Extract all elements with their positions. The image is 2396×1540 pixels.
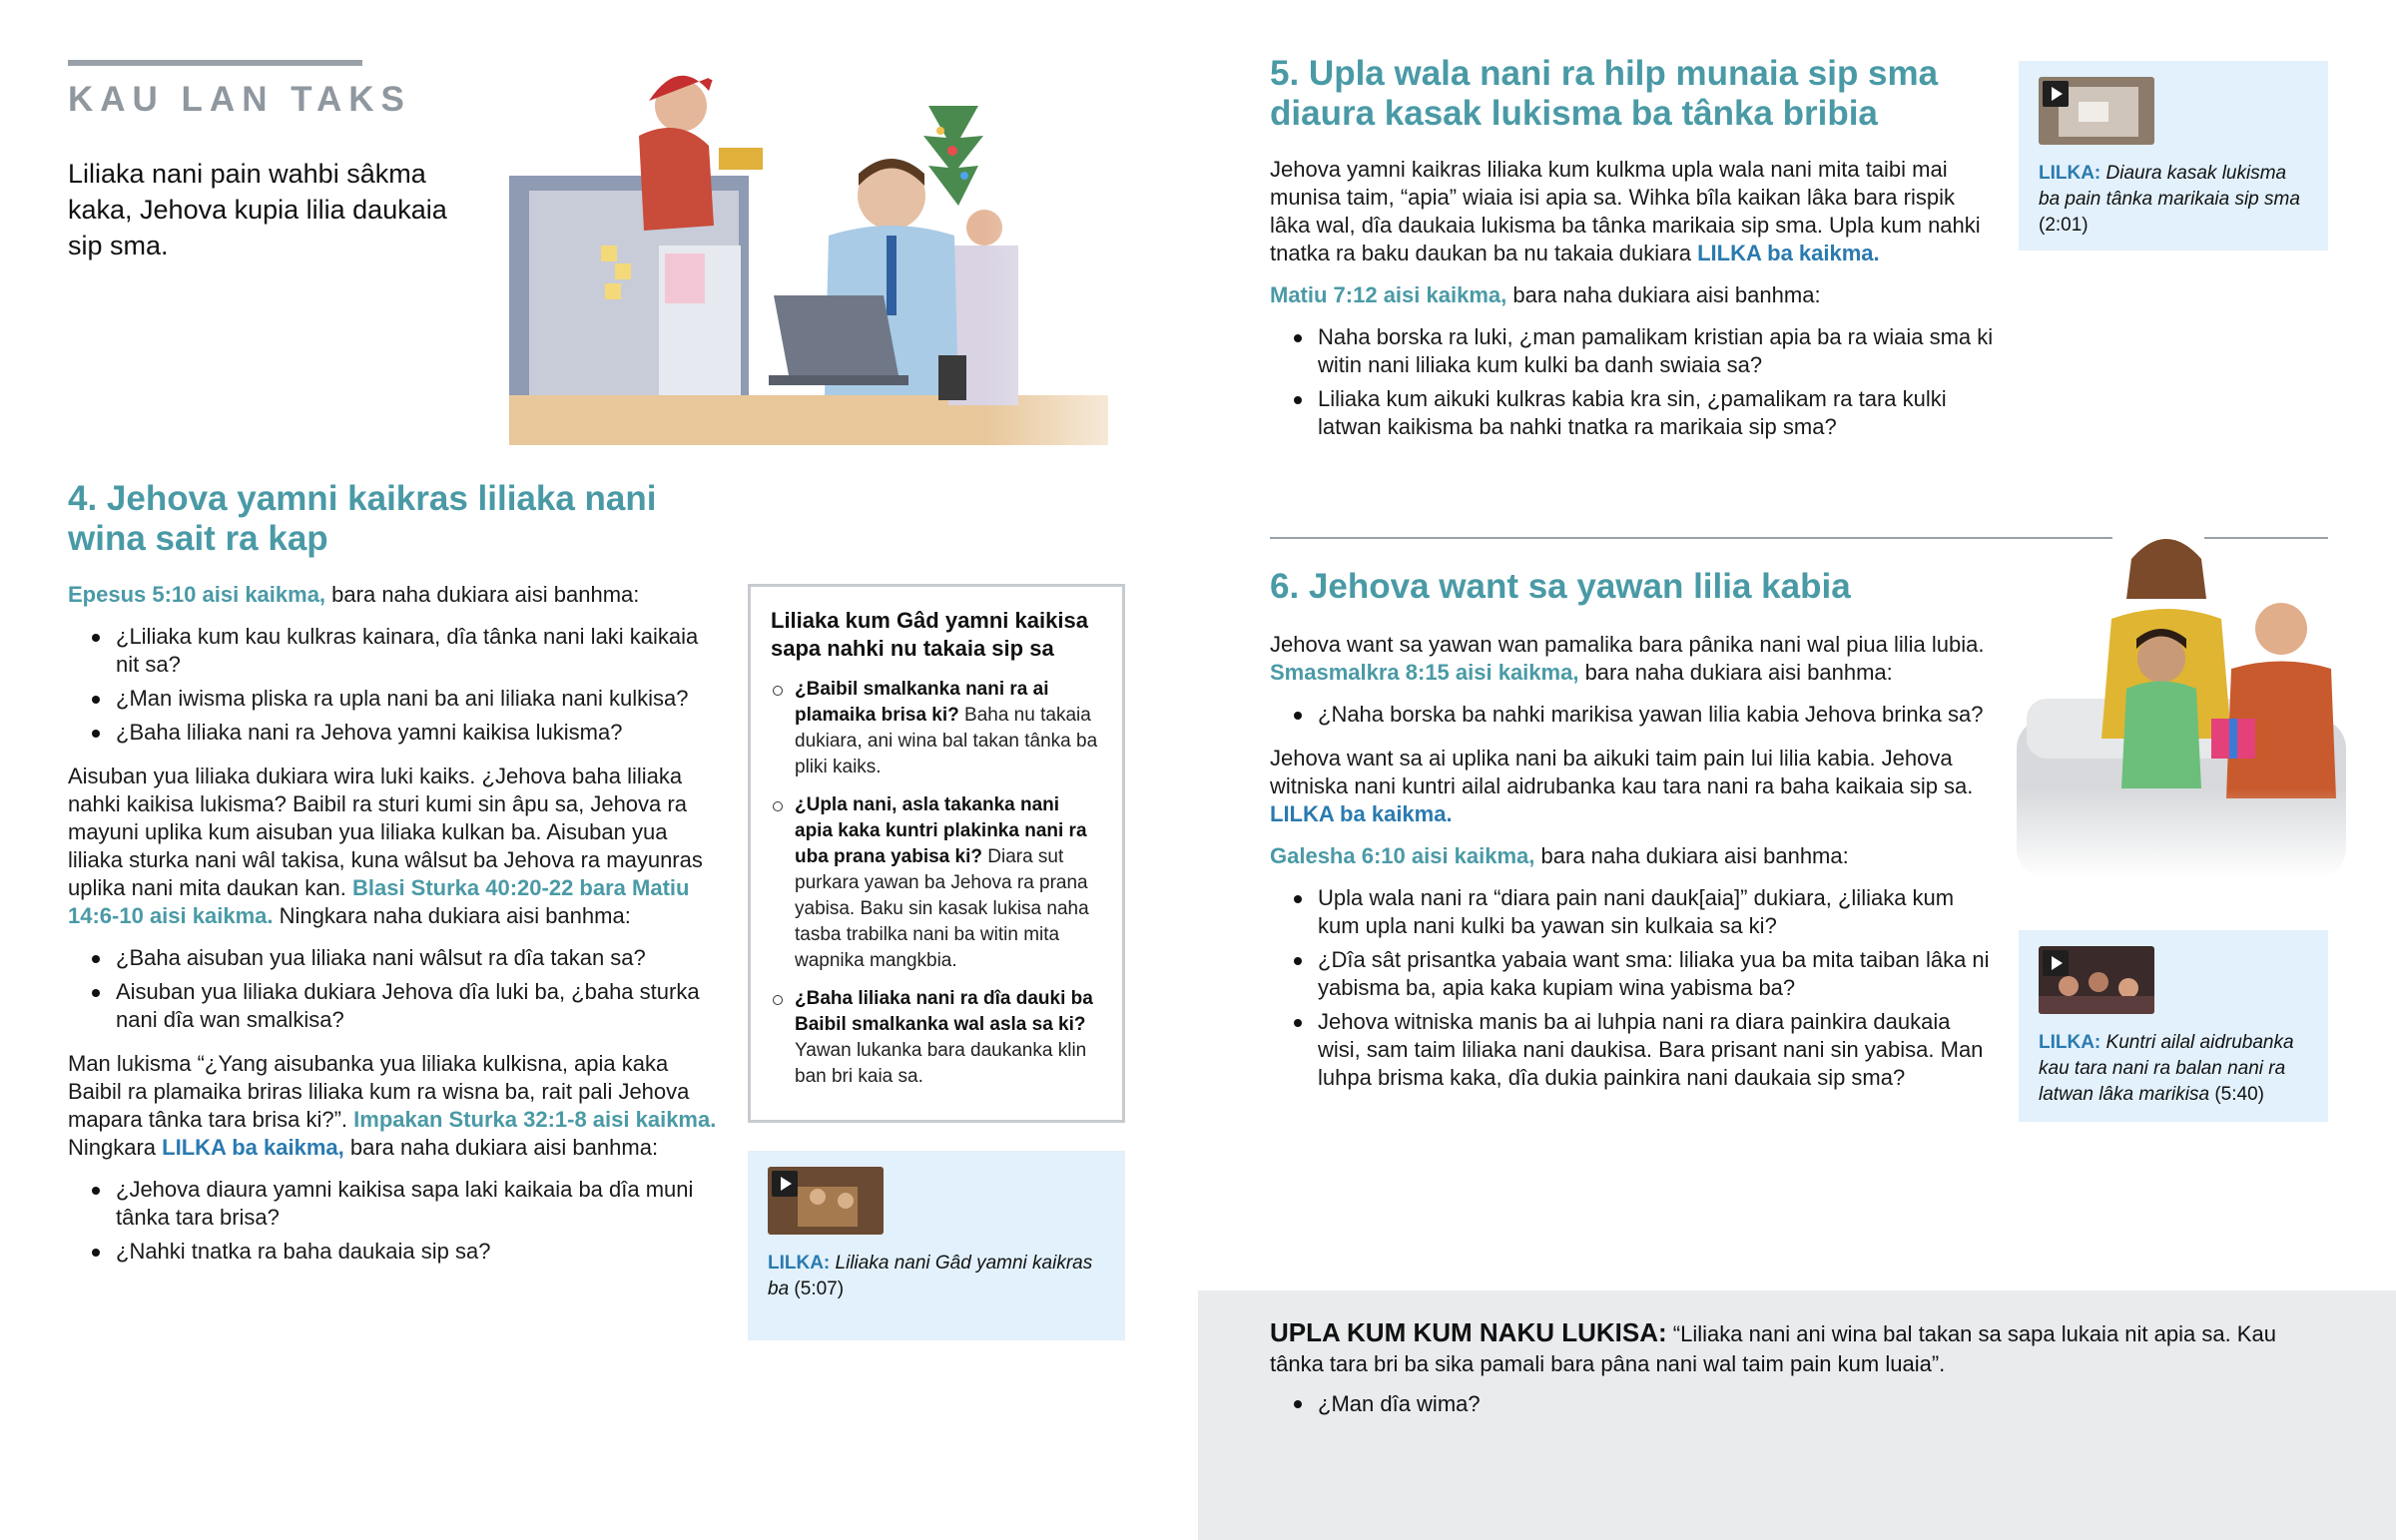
summary-quote: UPLA KUM KUM NAKU LUKISA: “Liliaka nani ani wina bal takan sa sapa lukaia nit apia sa. Kau tânka tara bri ba sika pamali bara pâna nani wal taim pain kum luaia”. <box>1270 1317 2276 1376</box>
section-5-heading: 5. Upla wala nani ra hilp munaia sip sma diaura kasak lukisma ba tânka bribia <box>1270 54 1939 133</box>
video-link[interactable]: LILKA ba kaikma. <box>1270 801 1453 826</box>
reading-instruction: Galesha 6:10 aisi kaikma, bara naha dukiara aisi banhma: <box>1270 843 1849 868</box>
office-party-illustration <box>509 56 1188 447</box>
paragraph: Man lukisma “¿Yang aisubanka yua liliaka kulkisna, apia kaka Baibil ra plamaika briras liliaka kum ra wisna ba, rait pali Jehova mapara tânka tara brisa ki?”. Impakan Sturka 32:1-8 aisi kaikma. Ningkara LILKA ba kaikma, bara naha dukiara aisi banhma: <box>68 1051 717 1160</box>
video-thumbnail[interactable] <box>2039 77 2154 145</box>
paragraph: Jehova yamni kaikras liliaka kum kulkma upla wala nani mita taibi mai munisa taim, “apia” wiaia isi apia sa. Wihka bîla kaikan lâka bara rispik lâka wal, dîa daukaia lukisma ba tânka marikaia sip sma. Upla kum nahki tnatka ra baku daukan ba nu takaia dukiara LILKA ba kaikma. <box>1270 157 1981 265</box>
sidebar-title: Liliaka kum Gâd yamni kaikisa sapa nahki nu takaia sip sa <box>771 608 1088 661</box>
paragraph: Jehova want sa yawan wan pamalika bara pânika nani wal piua lilia lubia. Smasmalkra 8:15 aisi kaikma, bara naha dukiara aisi banhma: <box>1270 632 1985 685</box>
scripture-reference-link[interactable]: Galesha 6:10 aisi kaikma, <box>1270 843 1535 868</box>
question-item: ¿Man iwisma pliska ra upla nani ba ani liliaka nani kulkisa? <box>68 685 717 713</box>
paragraph: Aisuban yua liliaka dukiara wira luki kaiks. ¿Jehova baha liliaka nahki kaikisa lukisma? Baibil ra sturi kumi sin âpu sa, Jehova ra mayuni uplika kum aisuban yua liliaka kulkan ba. Aisuban yua liliaka sturka nani wâl takisa, kuna wâlsut ba Jehova ra mayunras uplika nani mita daukan kan. Blasi Sturka 40:20-22 bara Matiu 14:6-10 aisi kaikma. Ningkara naha dukiara aisi banhma: <box>68 764 703 928</box>
kicker-rule <box>68 60 362 66</box>
section-4-heading: 4. Jehova yamni kaikras liliaka nani wina sait ra kap <box>68 479 657 558</box>
sidebar-item: ¿Upla nani, asla takanka nani apia kaka kuntri plakinka nani ra uba prana yabisa ki? Diara sut purkara yawan ba Jehova ra prana yabisa. Baku sin kasak lukisa naha tasba trabilka nani ba witin mita wapnika mangkbia. <box>771 792 1102 974</box>
scripture-reference-link[interactable]: Epesus 5:10 aisi kaikma, <box>68 582 326 607</box>
video-card-3[interactable] <box>2019 930 2328 1122</box>
section-6-body <box>1270 631 1999 1108</box>
question-item: Aisuban yua liliaka dukiara Jehova dîa luki ba, ¿baha sturka nani dîa wan smalkisa? <box>68 978 717 1034</box>
question-item: ¿Baha liliaka nani ra Jehova yamni kaikisa lukisma? <box>68 719 717 747</box>
intro-text: Liliaka nani pain wahbi sâkma kaka, Jehova kupia lilia daukaia sip sma. <box>68 159 447 260</box>
play-icon[interactable] <box>2043 81 2069 107</box>
video-card-1[interactable] <box>748 1151 1125 1340</box>
question-item: ¿Dîa sât prisantka yabaia want sma: liliaka yua ba mita taiban lâka ni yabisma ba, apia kaka kupiam wina yabisma ba? <box>1270 946 1999 1002</box>
video-thumbnail[interactable] <box>2039 946 2154 1014</box>
video-card-2[interactable] <box>2019 61 2328 251</box>
question-list <box>1270 1389 2278 1419</box>
question-item: ¿Jehova diaura yamni kaikisa sapa laki kaikaia ba dîa muni tânka tara brisa? <box>68 1176 717 1232</box>
family-gift-illustration <box>2017 519 2346 878</box>
paragraph: Jehova want sa ai uplika nani ba aikuki taim pain lui lilia kabia. Jehova witniska nani kuntri ailal aidrubanka kau tara nani ra baha kaikaia sip sa. LILKA ba kaikma. <box>1270 746 1974 826</box>
question-list <box>68 1176 717 1266</box>
summary-text <box>1270 1317 2278 1435</box>
play-icon[interactable] <box>2043 950 2069 976</box>
sidebar-item: ¿Baha liliaka nani ra dîa dauki ba Baibil smalkanka wal asla sa ki? Yawan lukanka bara daukanka klin ban bri kaia sa. <box>771 986 1102 1090</box>
summary-label: UPLA KUM KUM NAKU LUKISA: <box>1270 1317 1667 1347</box>
question-item: ¿Liliaka kum kau kulkras kainara, dîa tânka nani laki kaikaia nit sa? <box>68 623 717 679</box>
question-item: ¿Man dîa wima? <box>1270 1389 2278 1419</box>
section-5-body <box>1270 156 1999 457</box>
question-item: Jehova witniska manis ba ai luhpia nani ra diara painkira daukaia wisi, sam taim liliaka nani daukisa. Bara prisant nani sin yabisa. Man luhpa brisma kaka, dîa dukia painkira nani daukaia sip sma? <box>1270 1008 1999 1092</box>
question-list <box>68 944 717 1034</box>
section-4-body <box>68 581 717 1282</box>
video-caption: LILKA: Kuntri ailal aidrubanka kau tara nani ra balan nani ra latwan lâka marikisa (5:40) <box>2039 1032 2294 1105</box>
scripture-reference-link[interactable]: Impakan Sturka 32:1-8 aisi kaikma. <box>353 1107 717 1132</box>
question-item: ¿Baha aisuban yua liliaka nani wâlsut ra dîa takan sa? <box>68 944 717 972</box>
section-6-heading: 6. Jehova want sa yawan lilia kabia <box>1270 567 1851 606</box>
video-caption: LILKA: Liliaka nani Gâd yamni kaikras ba (5:07) <box>768 1253 1093 1299</box>
question-list <box>1270 323 1999 441</box>
reading-instruction: Epesus 5:10 aisi kaikma, bara naha dukiara aisi banhma: <box>68 582 640 607</box>
sidebar-list <box>771 677 1102 1090</box>
question-list <box>1270 884 1999 1092</box>
question-item: ¿Naha borska ba nahki marikisa yawan lilia kabia Jehova brinka sa? <box>1270 701 1999 729</box>
scripture-reference-link[interactable]: Blasi Sturka 40:20-22 bara Matiu 14:6-10 aisi kaikma. <box>68 875 690 928</box>
question-item: ¿Nahki tnatka ra baha daukaia sip sa? <box>68 1238 717 1266</box>
video-link[interactable]: LILKA ba kaikma, <box>162 1135 344 1160</box>
sidebar-item: ¿Baibil smalkanka nani ra ai plamaika brisa ki? Baha nu takaia dukiara, ani wina bal takan tânka ba pliki kaiks. <box>771 677 1102 780</box>
question-list <box>68 623 717 747</box>
kicker-title: KAU LAN TAKS <box>68 80 411 119</box>
question-item: Naha borska ra luki, ¿man pamalikam kristian apia ba ra wiaia sma ki witin nani liliaka kum kulki ba danh swiaia sa? <box>1270 323 1999 379</box>
video-thumbnail[interactable] <box>768 1167 884 1235</box>
video-link[interactable]: LILKA ba kaikma. <box>1697 241 1880 265</box>
scripture-reference-link[interactable]: Matiu 7:12 aisi kaikma, <box>1270 282 1507 307</box>
scripture-reference-link[interactable]: Smasmalkra 8:15 aisi kaikma, <box>1270 660 1579 685</box>
guidance-sidebar <box>748 584 1125 1123</box>
video-caption: LILKA: Diaura kasak lukisma ba pain tânka marikaia sip sma (2:01) <box>2039 163 2300 236</box>
question-list <box>1270 701 1999 729</box>
section-divider <box>1270 537 2112 539</box>
question-item: Liliaka kum aikuki kulkras kabia kra sin, ¿pamalikam ra tara kulki latwan kaikisma ba nahki tnatka ra marikaia sip sma? <box>1270 385 1999 441</box>
play-icon[interactable] <box>772 1171 798 1197</box>
question-item: Upla wala nani ra “diara pain nani dauk[aia]” dukiara, ¿liliaka kum kum upla nani kulki ba yawan sin kulkaia sa ki? <box>1270 884 1999 940</box>
reading-instruction: Matiu 7:12 aisi kaikma, bara naha dukiara aisi banhma: <box>1270 282 1821 307</box>
